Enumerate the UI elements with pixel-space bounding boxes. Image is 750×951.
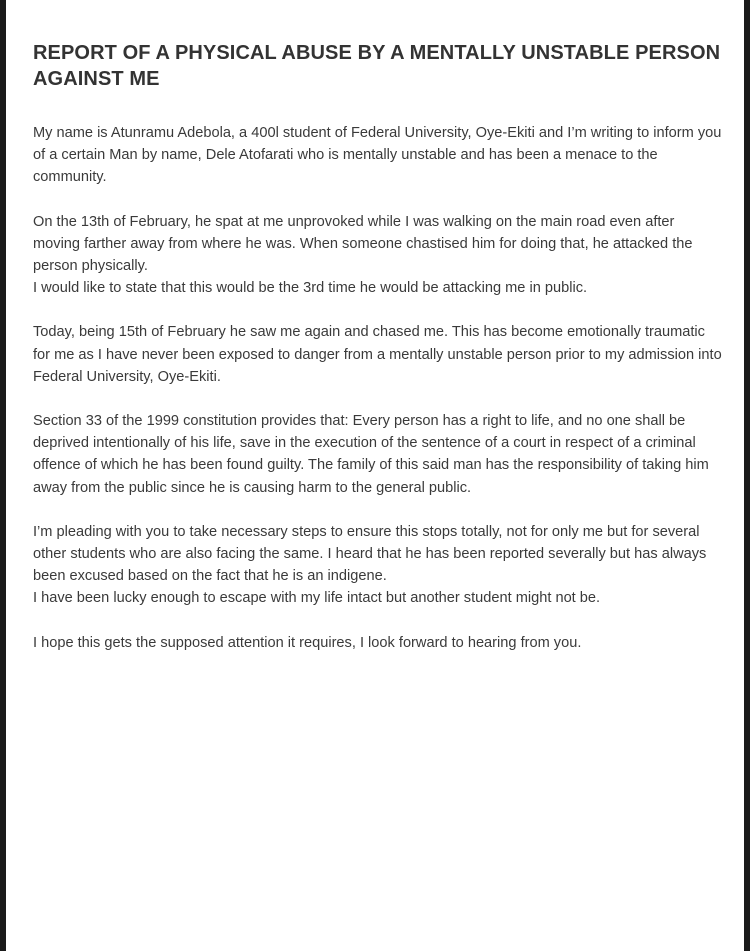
paragraph-closing	[33, 632, 723, 654]
paragraph-incident-feb-13	[33, 211, 723, 300]
document-title: REPORT OF A PHYSICAL ABUSE BY A MENTALLY UNSTABLE PERSON AGAINST ME	[33, 42, 721, 90]
document-page	[6, 0, 744, 951]
paragraph-line: Section 33 of the 1999 constitution provides that: Every person has a right to life, and no one shall be deprived intentionally of his life, save in the execution of the sentence of a court in respect of a criminal offence of which he has been found guilty. The family of this said man has the responsibility of taking him away from the public since he is causing harm to the general public.	[33, 413, 709, 496]
paragraph-incident-feb-15	[33, 321, 723, 388]
paragraph-introduction	[33, 122, 723, 189]
paragraph-line: I’m pleading with you to take necessary steps to ensure this stops totally, not for only me but for several other students who are also facing the same. I heard that he has been reported severally but has always been excused based on the fact that he is an indigene.	[33, 523, 707, 585]
paragraph-line: My name is Atunramu Adebola, a 400l student of Federal University, Oye-Ekiti and I’m writing to inform you of a certain Man by name, Dele Atofarati who is mentally unstable and has been a menace to the community.	[33, 125, 722, 186]
paragraph-constitution	[33, 410, 723, 499]
paragraph-line: Today, being 15th of February he saw me again and chased me. This has become emotionally traumatic for me as I have never been exposed to danger from a mentally unstable person prior to my admission into Federal University, Oye-Ekiti.	[33, 324, 722, 385]
paragraph-line: On the 13th of February, he spat at me unprovoked while I was walking on the main road even after moving farther away from where he was. When someone chastised him for doing that, he attacked the person physically.	[33, 213, 693, 275]
paragraph-line: I have been lucky enough to escape with my life intact but another student might not be.	[33, 590, 601, 607]
paragraph-plea	[33, 521, 723, 610]
paragraph-line: I would like to state that this would be the 3rd time he would be attacking me in public.	[33, 280, 588, 297]
paragraph-line: I hope this gets the supposed attention it requires, I look forward to hearing from you.	[33, 634, 582, 651]
